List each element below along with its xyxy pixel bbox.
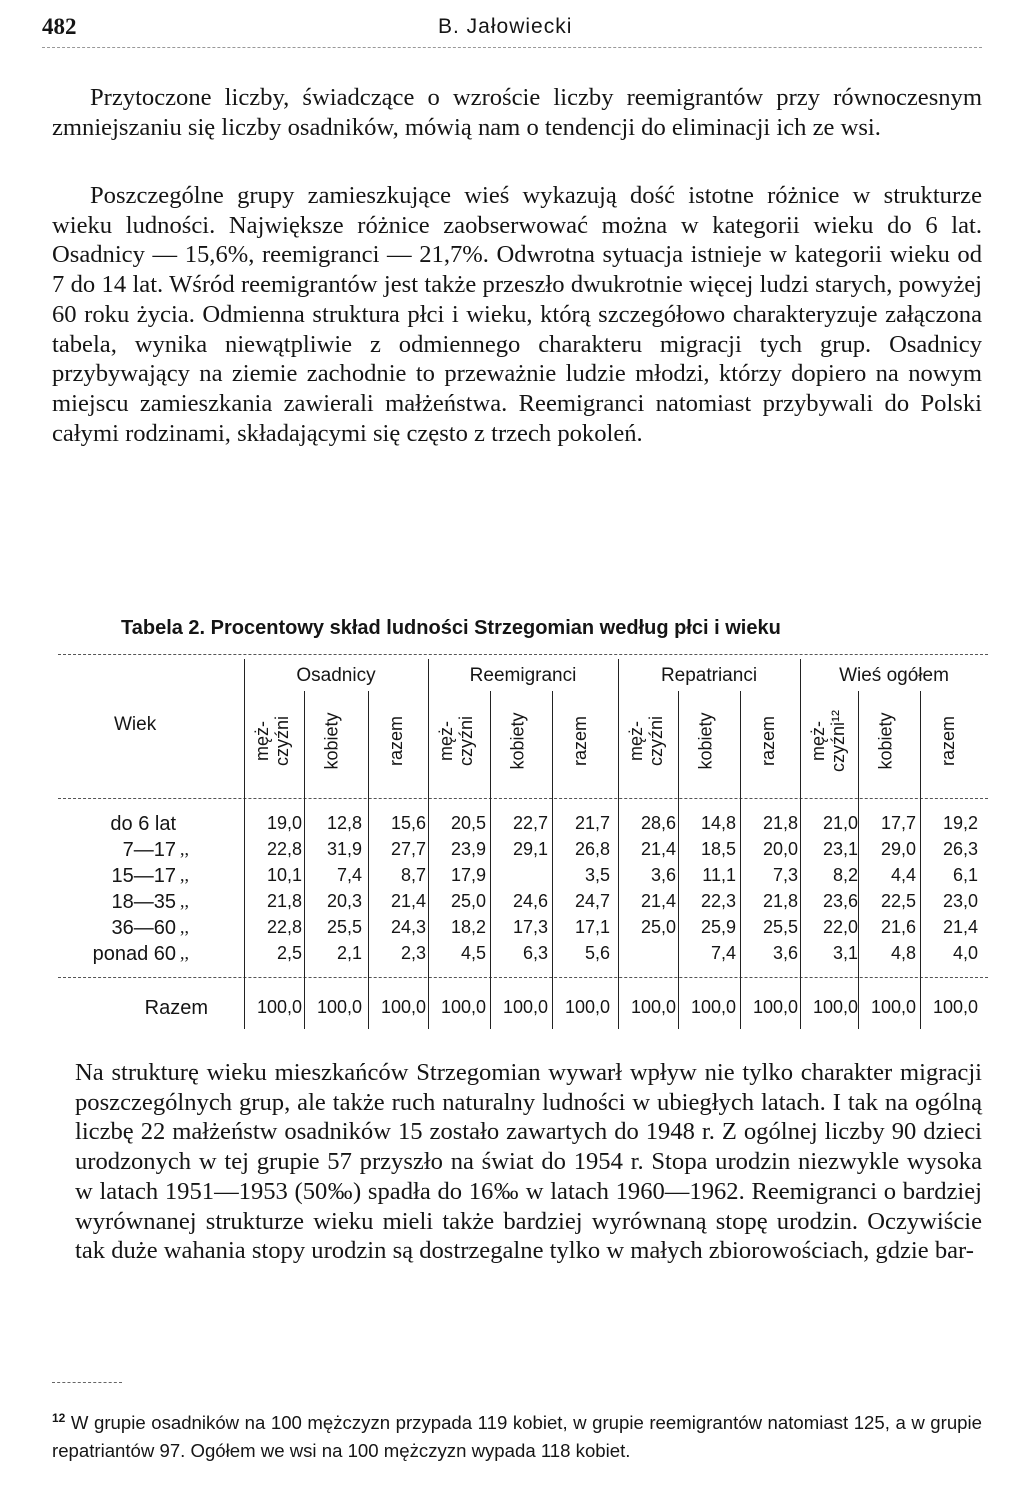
column-header bbox=[678, 691, 734, 791]
wiek-header: Wiek bbox=[114, 714, 157, 735]
table-cell: 10,1 bbox=[266, 865, 302, 885]
table-cell: 25,5 bbox=[326, 917, 362, 937]
table-cell: 21,0 bbox=[822, 813, 858, 833]
page-number: 482 bbox=[42, 14, 77, 39]
table-cell: 100,0 bbox=[690, 997, 736, 1017]
paragraph-1: Przytoczone liczby, świadczące o wzroście liczby reemigrantów przy równoczesnym zmniejszaniu się liczby osadników, mówią nam o tendencji do eliminacji ich ze wsi. bbox=[52, 84, 982, 141]
column-header bbox=[920, 691, 976, 791]
column-header-label: razem bbox=[937, 715, 958, 767]
table-cell: 4,0 bbox=[952, 943, 978, 963]
table-total-rule bbox=[58, 977, 988, 978]
column-header bbox=[368, 691, 424, 791]
running-head: B. Jałowiecki bbox=[438, 15, 573, 38]
column-header-label: męż- czyźni bbox=[435, 715, 476, 767]
row-label: 7—17 bbox=[122, 839, 176, 861]
column-header-label: razem bbox=[569, 715, 590, 767]
table-cell: 2,3 bbox=[400, 943, 426, 963]
table-cell: 25,0 bbox=[640, 917, 676, 937]
table-cell: 23,9 bbox=[450, 839, 486, 859]
table-cell: 22,5 bbox=[880, 891, 916, 911]
paragraph-2: Poszczególne grupy zamieszkujące wieś wykazują dość istotne różnice w strukturze wieku ludności. Największe różnice zaobserwować można w kategorii wieku do 6 lat. Osadnicy — 15,6%, reemigranci — 21,7%. Odwrotna sytuacja istnieje w kategorii wieku od 7 do 14 lat. Wśród reemigrantów jest także przeszło dwukrotnie więcej ludzi starych, powyżej 60 roku życia. Odmienna struktura płci i wieku, którą szczegółowo charakteryzuje załączona tabela, wynika niewątpliwie z odmiennego charakteru migracji tych grup. Osadnicy przybywający na ziemie zachodnie to przeważnie ludzie młodzi, którzy dopiero na nowym miejscu zamieszkania zawierali małżeństwa. Reemigranci natomiast przybywali do Polski całymi rodzinami, składającymi się często z trzech pokoleń. bbox=[52, 182, 982, 447]
table-cell: 15,6 bbox=[390, 813, 426, 833]
column-header-label: kobiety bbox=[876, 712, 897, 770]
table-cell: 7,4 bbox=[710, 943, 736, 963]
table-cell: 17,3 bbox=[512, 917, 548, 937]
table-caption: Tabela 2. Procentowy skład ludności Strzegomian według płci i wieku bbox=[121, 617, 781, 639]
table-cell: 24,7 bbox=[574, 891, 610, 911]
table-cell: 100,0 bbox=[316, 997, 362, 1017]
table-header-rule bbox=[58, 798, 988, 799]
table-cell: 22,0 bbox=[822, 917, 858, 937]
table-cell: 17,7 bbox=[880, 813, 916, 833]
table-row bbox=[58, 865, 988, 891]
table-cell: 8,2 bbox=[832, 865, 858, 885]
header-rule bbox=[42, 47, 982, 48]
table-cell: 2,5 bbox=[276, 943, 302, 963]
table-cell: 27,7 bbox=[390, 839, 426, 859]
table-cell: 4,8 bbox=[890, 943, 916, 963]
table-cell: 21,4 bbox=[942, 917, 978, 937]
table-cell: 100,0 bbox=[630, 997, 676, 1017]
page-header bbox=[42, 14, 987, 54]
table-cell: 17,9 bbox=[450, 865, 486, 885]
column-header bbox=[740, 691, 796, 791]
table-cell: 18,2 bbox=[450, 917, 486, 937]
column-header bbox=[428, 691, 484, 791]
table-cell: 6,3 bbox=[522, 943, 548, 963]
table-cell: 21,8 bbox=[762, 813, 798, 833]
table-cell: 22,8 bbox=[266, 917, 302, 937]
table-cell: 100,0 bbox=[440, 997, 486, 1017]
row-label: Razem bbox=[144, 997, 208, 1019]
group-header: Osadnicy bbox=[296, 665, 376, 686]
column-header-label: męż- czyźni bbox=[251, 715, 292, 767]
footnote-marker: 12 bbox=[52, 1411, 66, 1425]
table-top-rule bbox=[58, 654, 988, 655]
paragraph-3: Na strukturę wieku mieszkańców Strzegomian wywarł wpływ nie tylko charakter migracji poszczególnych grup, ale także ruch naturalny ludności w ubiegłych latach. I tak na ogólną liczbę 22 małżeństw osadników 15 zostało zawartych do 1948 r. Z ogólnej liczby 90 dzieci urodzonych w tej grupie 57 przyszło na świat do 1954 r. Stopa urodzin niezwykle wysoka w latach 1951—1953 (50‰) spadła do 16‰ w latach 1960—1962. Reemigranci o bardziej wyrównanej strukturze wieku mieli także bardziej wyrównaną stopę urodzin. Oczywiście tak duże wahania stopy urodzin są dostrzegalne tylko w małych zbiorowościach, gdzie bar- bbox=[75, 1059, 982, 1265]
ditto-mark: ,, bbox=[180, 891, 189, 911]
table-cell: 29,0 bbox=[880, 839, 916, 859]
table-cell: 7,3 bbox=[772, 865, 798, 885]
column-header-label: męż- czyźni bbox=[625, 715, 666, 767]
table-cell: 4,5 bbox=[460, 943, 486, 963]
table-row bbox=[58, 917, 988, 943]
row-label: ponad 60 bbox=[92, 943, 176, 965]
table-cell: 25,0 bbox=[450, 891, 486, 911]
table-cell: 21,4 bbox=[640, 891, 676, 911]
footnote-rule bbox=[52, 1382, 122, 1383]
column-header-label: kobiety bbox=[696, 712, 717, 770]
table-cell: 23,6 bbox=[822, 891, 858, 911]
ditto-mark: ,, bbox=[180, 839, 189, 859]
table-cell: 3,5 bbox=[584, 865, 610, 885]
data-table bbox=[58, 651, 988, 1031]
row-label: 18—35 bbox=[111, 891, 176, 913]
table-cell: 3,6 bbox=[650, 865, 676, 885]
table-cell: 14,8 bbox=[700, 813, 736, 833]
table-cell: 21,4 bbox=[640, 839, 676, 859]
column-header-label: kobiety bbox=[322, 712, 343, 770]
table-cell: 25,5 bbox=[762, 917, 798, 937]
table-cell: 11,1 bbox=[702, 865, 736, 885]
column-header bbox=[618, 691, 674, 791]
table-cell: 24,3 bbox=[390, 917, 426, 937]
table-row bbox=[58, 813, 988, 839]
table-cell: 18,5 bbox=[700, 839, 736, 859]
table-cell: 26,3 bbox=[942, 839, 978, 859]
table-cell: 21,8 bbox=[762, 891, 798, 911]
table-cell: 29,1 bbox=[512, 839, 548, 859]
table-cell: 100,0 bbox=[932, 997, 978, 1017]
table-cell: 28,6 bbox=[640, 813, 676, 833]
table-cell: 22,8 bbox=[266, 839, 302, 859]
ditto-mark: ,, bbox=[180, 865, 189, 885]
ditto-mark: ,, bbox=[180, 917, 189, 937]
table-cell: 22,7 bbox=[512, 813, 548, 833]
column-header-label: kobiety bbox=[508, 712, 529, 770]
table-row bbox=[58, 891, 988, 917]
table-cell: 12,8 bbox=[326, 813, 362, 833]
column-header-label: męż- czyźni¹² bbox=[808, 710, 848, 772]
table-cell: 20,0 bbox=[762, 839, 798, 859]
column-header bbox=[304, 691, 360, 791]
column-header bbox=[490, 691, 546, 791]
footnote-text: W grupie osadników na 100 mężczyzn przypada 119 kobiet, w grupie reemigrantów natomiast 125, a w grupie repatriantów 97. Ogółem we wsi na 100 mężczyzn wypada 118 kobiet. bbox=[52, 1412, 982, 1462]
column-header-label: razem bbox=[385, 715, 406, 767]
table-cell: 5,6 bbox=[584, 943, 610, 963]
row-label: 36—60 bbox=[111, 917, 176, 939]
group-header: Repatrianci bbox=[660, 665, 758, 686]
table-cell: 7,4 bbox=[336, 865, 362, 885]
table-cell: 8,7 bbox=[400, 865, 426, 885]
table-cell: 3,1 bbox=[832, 943, 858, 963]
table-cell: 20,5 bbox=[450, 813, 486, 833]
table-cell: 23,0 bbox=[942, 891, 978, 911]
group-header: Reemigranci bbox=[469, 665, 577, 686]
table-cell: 2,1 bbox=[336, 943, 362, 963]
table-cell: 25,9 bbox=[700, 917, 736, 937]
table-cell: 100,0 bbox=[564, 997, 610, 1017]
table-cell: 100,0 bbox=[752, 997, 798, 1017]
table-row bbox=[58, 943, 988, 969]
table-cell: 21,6 bbox=[880, 917, 916, 937]
table-cell: 21,7 bbox=[574, 813, 610, 833]
footnote bbox=[52, 1404, 982, 1465]
table-row bbox=[58, 839, 988, 865]
table-cell: 22,3 bbox=[700, 891, 736, 911]
column-header-label: razem bbox=[757, 715, 778, 767]
table-cell: 17,1 bbox=[574, 917, 610, 937]
table-cell: 21,8 bbox=[266, 891, 302, 911]
column-header bbox=[858, 691, 914, 791]
table-cell: 26,8 bbox=[574, 839, 610, 859]
table-cell: 20,3 bbox=[326, 891, 362, 911]
table-cell: 100,0 bbox=[812, 997, 858, 1017]
row-label: do 6 lat bbox=[110, 813, 176, 835]
group-header: Wieś ogółem bbox=[839, 665, 949, 686]
table-cell: 100,0 bbox=[380, 997, 426, 1017]
table-cell: 19,0 bbox=[266, 813, 302, 833]
column-header bbox=[800, 691, 856, 791]
total-row bbox=[58, 997, 988, 1023]
table-cell: 100,0 bbox=[502, 997, 548, 1017]
table-cell: 100,0 bbox=[256, 997, 302, 1017]
table-cell: 100,0 bbox=[870, 997, 916, 1017]
table-cell: 24,6 bbox=[512, 891, 548, 911]
table-cell: 21,4 bbox=[390, 891, 426, 911]
row-label: 15—17 bbox=[111, 865, 176, 887]
ditto-mark: ,, bbox=[180, 943, 189, 963]
column-header bbox=[244, 691, 300, 791]
table-cell: 4,4 bbox=[890, 865, 916, 885]
table-cell: 23,1 bbox=[822, 839, 858, 859]
table-cell: 3,6 bbox=[772, 943, 798, 963]
table-cell: 6,1 bbox=[952, 865, 978, 885]
table-cell: 19,2 bbox=[942, 813, 978, 833]
column-header bbox=[552, 691, 608, 791]
table-cell: 31,9 bbox=[326, 839, 362, 859]
